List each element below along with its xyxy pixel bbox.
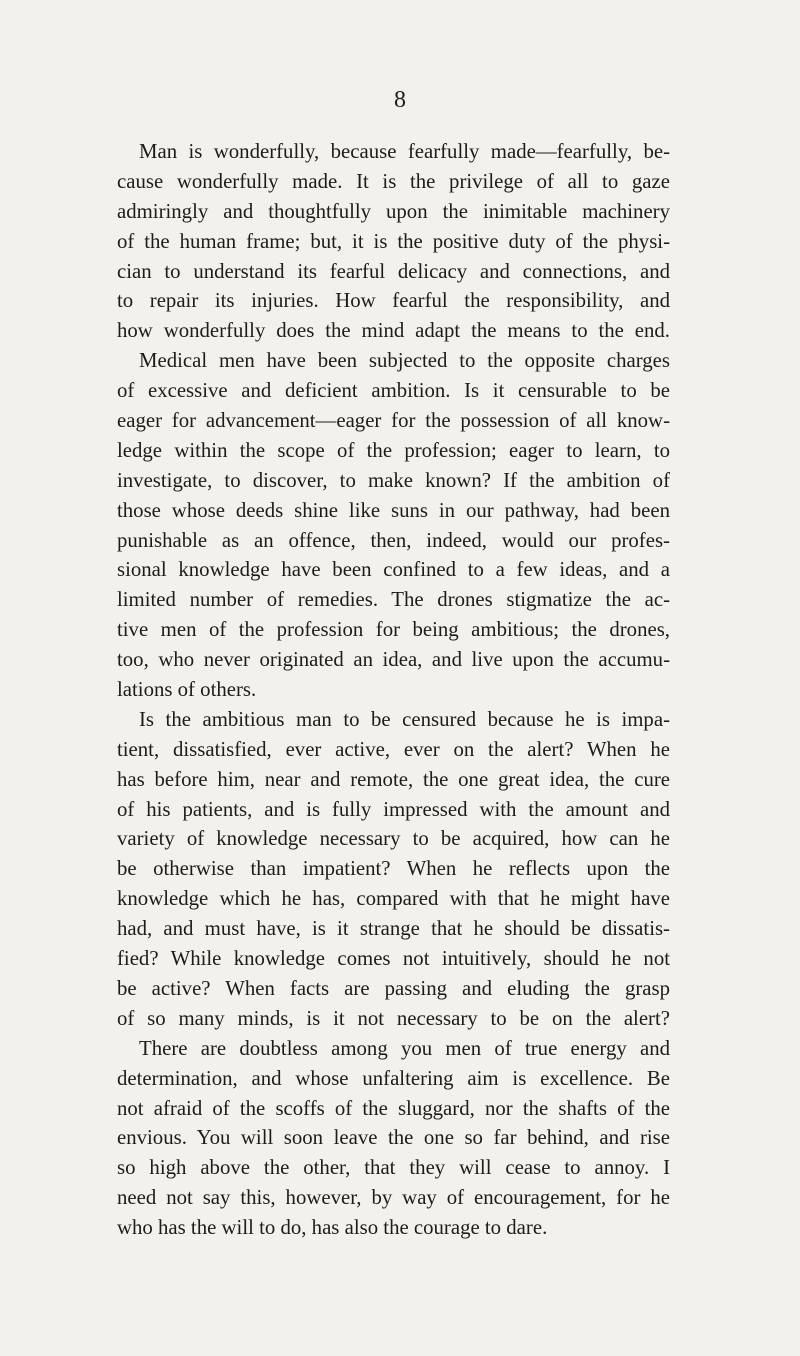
text-line: tive men of the profession for being ambitious; the drones, [117,618,670,642]
text-line: limited number of remedies. The drones stigmatize the ac- [117,588,670,612]
text-line: had, and must have, is it strange that he should be dissatis- [117,917,670,941]
text-line: cause wonderfully made. It is the privilege of all to gaze [117,169,670,193]
text-line: Medical men have been subjected to the opposite charges [139,349,670,373]
text-line: variety of knowledge necessary to be acquired, how can he [117,827,670,851]
text-line: how wonderfully does the mind adapt the means to the end. [117,319,670,343]
text-line: sional knowledge have been confined to a few ideas, and a [117,558,670,582]
text-line: Man is wonderfully, because fearfully made—fearfully, be- [139,140,670,163]
text-line: lations of others. [117,678,257,702]
text-line: Is the ambitious man to be censured because he is impa- [139,707,670,731]
text-line: determination, and whose unfaltering aim is excellence. Be [117,1066,670,1090]
text-line: of so many minds, is it not necessary to be on the alert? [117,1006,670,1030]
text-line: ledge within the scope of the profession; eager to learn, to [117,438,670,462]
text-line: eager for advancement—eager for the possession of all know- [117,409,670,433]
text-line: those whose deeds shine like suns in our pathway, had been [117,498,670,522]
text-line: be active? When facts are passing and eluding the grasp [117,976,670,1000]
text-line: so high above the other, that they will cease to annoy. I [117,1156,670,1180]
text-line: to repair its injuries. How fearful the responsibility, and [117,289,670,313]
text-line: punishable as an offence, then, indeed, would our profes- [117,528,670,552]
text-line: tient, dissatisfied, ever active, ever on the alert? When he [117,737,670,761]
text-line: investigate, to discover, to make known? If the ambition of [117,468,670,492]
text-line: of his patients, and is fully impressed with the amount and [117,797,670,821]
text-line: not afraid of the scoffs of the sluggard, nor the shafts of the [117,1096,670,1120]
text-line: too, who never originated an idea, and live upon the accumu- [117,648,670,672]
text-line: has before him, near and remote, the one great idea, the cure [117,767,670,791]
text-line: fied? While knowledge comes not intuitively, should he not [117,947,670,971]
text-line: envious. You will soon leave the one so far behind, and rise [117,1126,670,1150]
page-number: 8 [394,87,406,113]
text-line: of excessive and deficient ambition. Is it censurable to be [117,379,670,403]
body-text [117,137,670,1243]
text-line: be otherwise than impatient? When he reflects upon the [117,857,670,881]
text-line: admiringly and thoughtfully upon the inimitable machinery [117,199,670,223]
text-line: need not say this, however, by way of encouragement, for he [117,1186,670,1210]
text-line: cian to understand its fearful delicacy and connections, and [117,259,670,283]
paragraph [117,137,670,346]
paragraph [117,346,670,705]
text-line: There are doubtless among you men of true energy and [139,1036,670,1060]
text-line: who has the will to do, has also the courage to dare. [117,1216,548,1240]
paragraph [117,1034,670,1243]
paragraph [117,705,670,1034]
text-line: of the human frame; but, it is the positive duty of the physi- [117,229,670,253]
text-line: knowledge which he has, compared with that he might have [117,887,670,911]
